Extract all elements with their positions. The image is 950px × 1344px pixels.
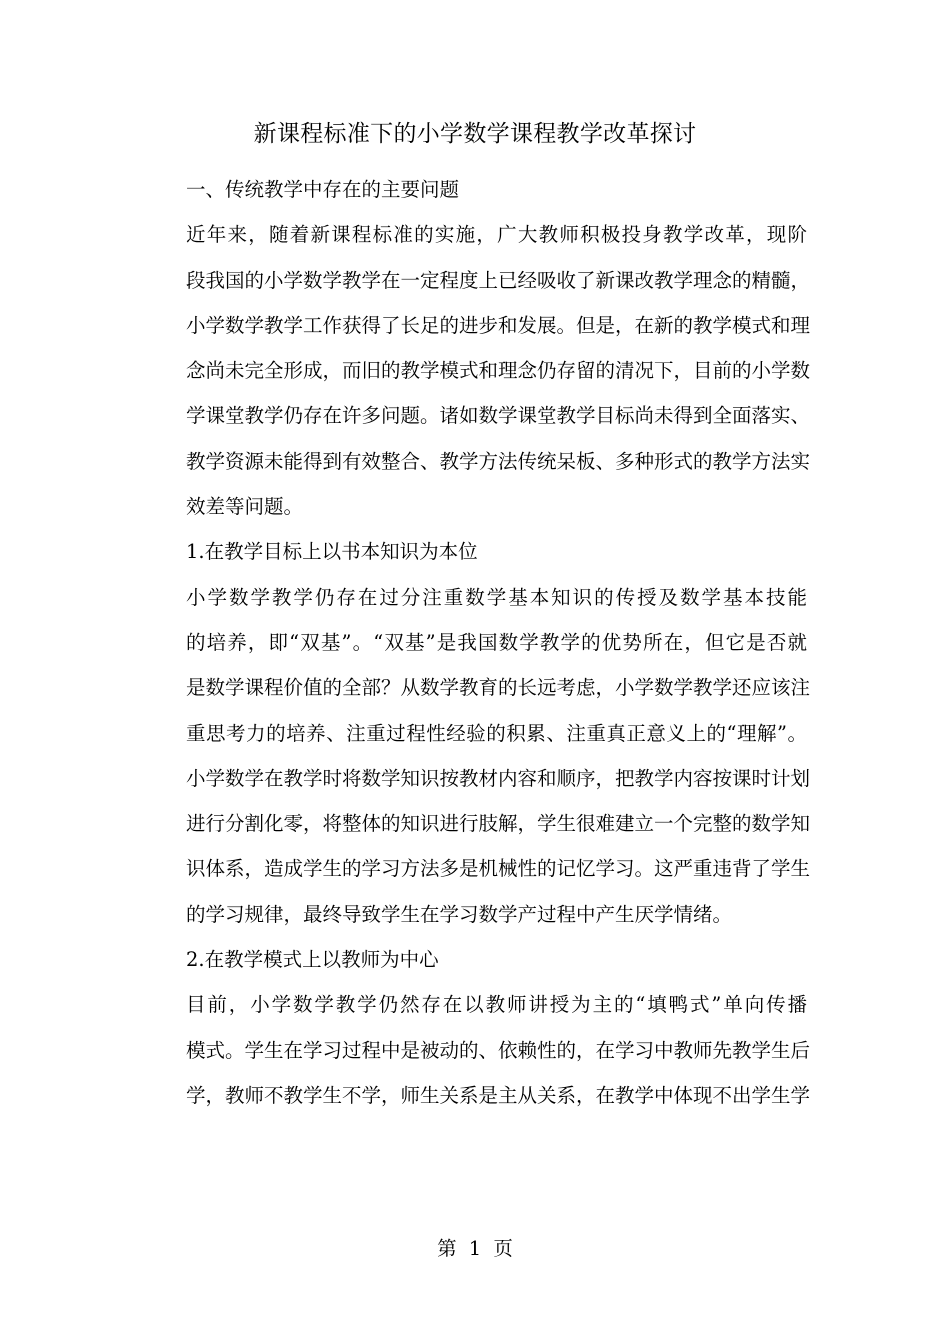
text-line: 教学资源未能得到有效整合、教学方法传统呆板、多种形式的教学方法实 <box>186 449 811 473</box>
text-line: 近年来，随着新课程标准的实施，广大教师积极投身教学改革，现阶 <box>186 223 807 247</box>
text-line: 模式。学生在学习过程中是被动的、依赖性的，在学习中教师先教学生后 <box>186 1038 811 1062</box>
text-line: 目前，小学数学教学仍然存在以教师讲授为主的“填鸭式”单向传播 <box>186 993 807 1017</box>
text-line: 学课堂教学仍存在许多问题。诸如数学课堂教学目标尚未得到全面落实、 <box>186 404 811 428</box>
text-line: 重思考力的培养、注重过程性经验的积累、注重真正意义上的“理解”。 <box>186 721 807 745</box>
subsection-heading: 1.在教学目标上以书本知识为本位 <box>186 540 478 564</box>
paragraph-teaching-mode <box>145 982 811 1118</box>
text-line: 效差等问题。 <box>186 495 304 519</box>
text-line: 小学数学教学仍存在过分注重数学基本知识的传授及数学基本技能 <box>186 585 807 609</box>
document-title: 新课程标准下的小学数学课程教学改革探讨 <box>253 121 697 147</box>
text-line: 进行分割化零，将整体的知识进行肢解，学生很难建立一个完整的数学知 <box>186 812 811 836</box>
text-line: 的学习规律，最终导致学生在学习数学产过程中产生厌学情绪。 <box>186 902 733 926</box>
text-line: 的培养，即“双基”。“双基”是我国数学教学的优势所在，但它是否就 <box>186 630 807 654</box>
page-number: 第 1 页 <box>437 1237 513 1260</box>
paragraph-intro <box>145 212 811 529</box>
paragraph-teaching-goals <box>145 575 811 937</box>
text-line: 识体系，造成学生的学习方法多是机械性的记忆学习。这严重违背了学生 <box>186 857 811 881</box>
text-line: 念尚未完全形成，而旧的教学模式和理念仍存留的清况下，目前的小学数 <box>186 359 811 383</box>
document-body <box>145 167 811 1118</box>
text-line: 小学数学在教学时将数学知识按教材内容和顺序，把教学内容按课时计划 <box>186 766 811 790</box>
text-line: 小学数学教学工作获得了长足的进步和发展。但是，在新的教学模式和理 <box>186 313 811 337</box>
text-line: 学，教师不教学生不学，师生关系是主从关系，在教学中体现不出学生学 <box>186 1083 811 1107</box>
section-heading: 一、传统教学中存在的主要问题 <box>186 178 460 201</box>
subsection-heading: 2.在教学模式上以教师为中心 <box>186 948 439 972</box>
text-line: 段我国的小学数学教学在一定程度上已经吸收了新课改教学理念的精髓， <box>186 268 811 292</box>
text-line: 是数学课程价值的全部？从数学教育的长远考虑，小学数学教学还应该注 <box>186 676 811 700</box>
